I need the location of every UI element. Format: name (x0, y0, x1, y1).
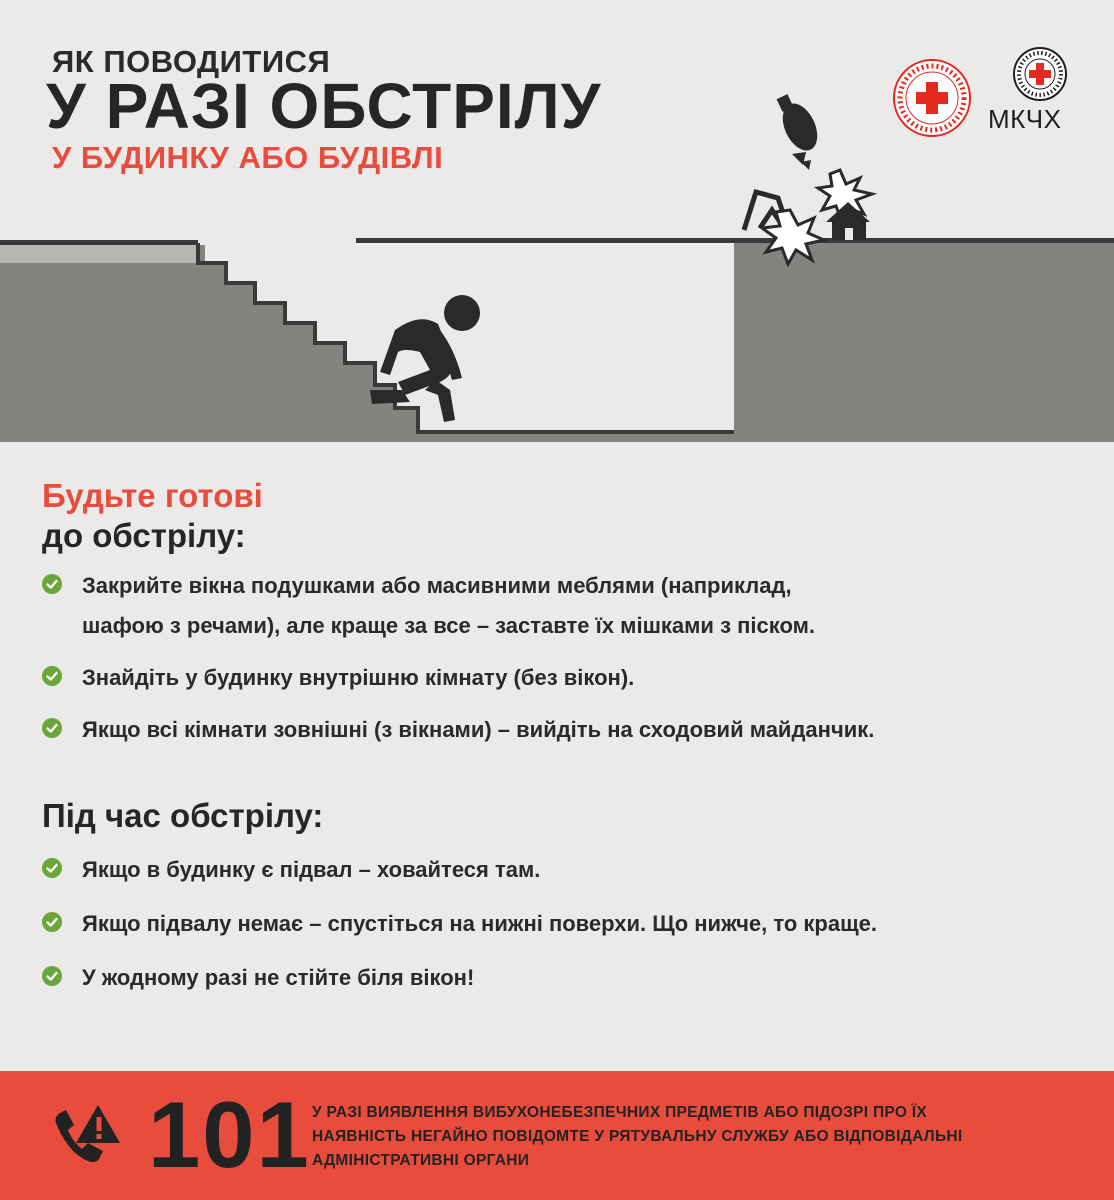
list-item (42, 958, 1092, 998)
check-icon (42, 718, 62, 738)
emergency-number: 101 (148, 1082, 311, 1187)
wall-block (734, 243, 1114, 434)
list-item-text: Якщо в будинку є підвал – ховайтеся там. (82, 857, 541, 882)
staircase-shape (0, 245, 418, 434)
list-item-text: Якщо всі кімнати зовнішні (з вікнами) – вийдіть на сходовий майданчик. (82, 717, 875, 742)
check-icon (42, 966, 62, 986)
during-list (42, 850, 1092, 998)
icrc-label: МКЧХ (988, 104, 1062, 134)
list-item-text: шафою з речами), але краще за все – заставте їх мішками з піском. (82, 613, 816, 638)
list-item (42, 850, 1092, 890)
section-during-heading: Під час обстрілу: (42, 797, 324, 834)
list-item-text: У жодному разі не стійте біля вікон! (82, 965, 475, 990)
ground-line (0, 240, 198, 245)
check-icon (42, 574, 62, 594)
emergency-notice-line: У РАЗІ ВИЯВЛЕННЯ ВИБУХОНЕБЕЗПЕЧНИХ ПРЕДМЕТІВ АБО ПІДОЗРІ ПРО ЇХ (312, 1104, 928, 1121)
prepare-list (42, 566, 1092, 750)
phone-warning-icon (48, 1101, 128, 1171)
shelter-illustration (0, 90, 1114, 450)
basement-floor (0, 434, 1114, 442)
list-item-text: Знайдіть у будинку внутрішню кімнату (без вікон). (82, 665, 635, 690)
emergency-footer (0, 1071, 1114, 1200)
section-prepare-title: до обстрілу: (42, 517, 246, 554)
emergency-notice-line: АДМІНІСТРАТИВНІ ОРГАНИ (312, 1152, 530, 1169)
list-item-text: Закрийте вікна подушками або масивними меблями (наприклад, (82, 573, 792, 598)
section-prepare-heading (42, 476, 263, 556)
page-title: У РАЗІ ОБСТРІЛУ (46, 70, 602, 142)
list-item (42, 566, 1092, 646)
section-prepare-accent: Будьте готові (42, 477, 263, 514)
emergency-notice (312, 1101, 1072, 1173)
list-item (42, 710, 1092, 750)
list-item (42, 658, 1092, 698)
ground-line (356, 238, 1114, 243)
page-subtitle: У БУДИНКУ АБО БУДІВЛІ (52, 140, 444, 175)
floor-line (418, 430, 736, 434)
header-kicker: ЯК ПОВОДИТИСЯ (52, 44, 331, 79)
falling-bomb (776, 94, 824, 170)
check-icon (42, 666, 62, 686)
running-person (370, 295, 480, 422)
list-item-text: Якщо підвалу немає – спустіться на нижні поверхи. Що нижче, то краще. (82, 911, 877, 936)
emergency-notice-line: НАЯВНІСТЬ НЕГАЙНО ПОВІДОМТЕ У РЯТУВАЛЬНУ СЛУЖБУ АБО ВІДПОВІДАЛЬНІ (312, 1128, 963, 1145)
list-item (42, 904, 1092, 944)
floor-band (0, 245, 198, 263)
check-icon (42, 858, 62, 878)
check-icon (42, 912, 62, 932)
